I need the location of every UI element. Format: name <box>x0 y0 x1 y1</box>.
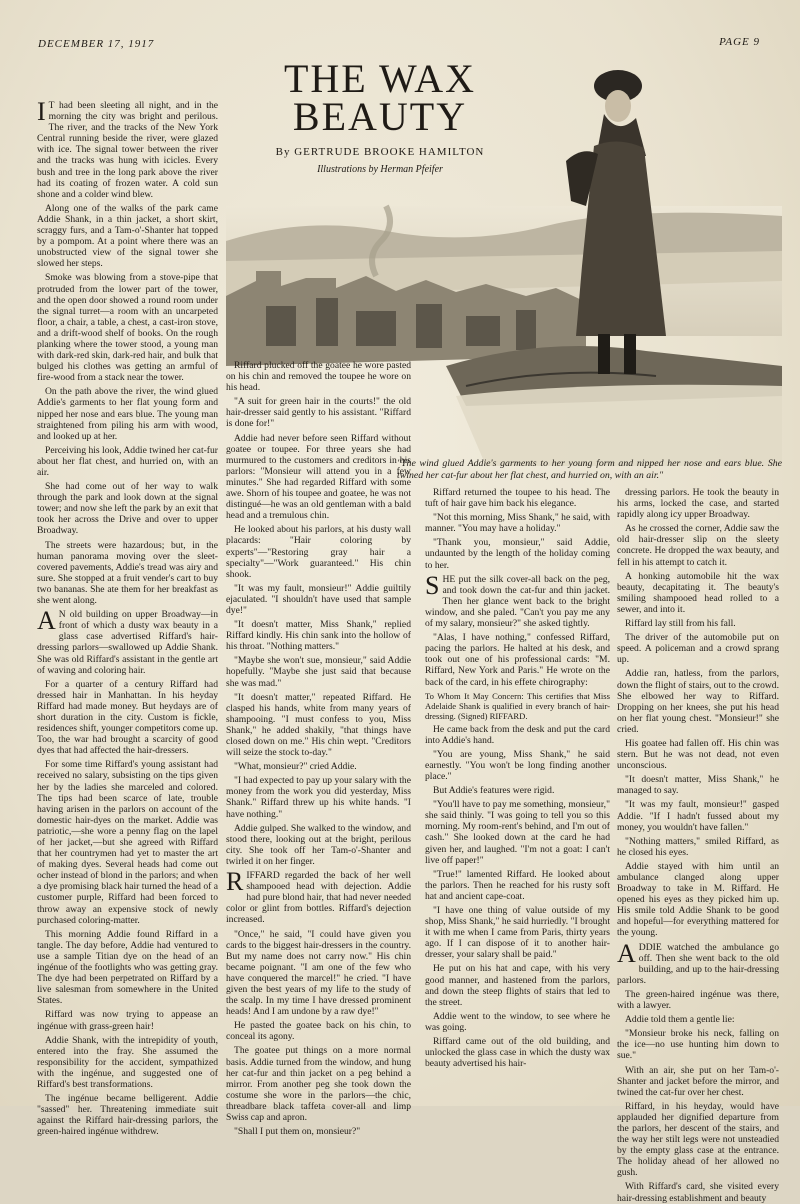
paragraph: She had come out of her way to walk through the park and look down at the signal tower; and now she left the park by an exit that took her across the Drive and over to upper Broadway. <box>37 481 218 537</box>
paragraph: Addie stayed with him until an ambulance clanged along upper Broadway to take in M. Riffard. He opened his eyes as they picked him up. His smile told Addie Shank to be good and hopeful—for everything mattered for the young. <box>617 860 779 939</box>
paragraph: "Not this morning, Miss Shank," he said, with manner. "You may have a holiday." <box>425 512 610 535</box>
paragraph: "It doesn't matter," repeated Riffard. He clasped his hands, white from many years of shampooing. "I must confess to you, Miss Shank," he added shakily, "that things have closed down on me." His chin wept. "Creditors will seize the stock to-day." <box>226 691 411 759</box>
paragraph: "I had expected to pay up your salary with the money from the work you did yesterday, Miss Shank." Riffard threw up his white hands. "I have nothing." <box>226 775 411 820</box>
paragraph: IT had been sleeting all night, and in the morning the city was bright and perilous. The river, and the tracks of the New York Central running beside the river, were glazed with ice. The signal tower between the river and the tracks was hung with icicles. Every bush and tree in the long park above the river had its coating of frozen water. A cold sun shone and a colder wind blew. <box>37 97 218 200</box>
paragraph: "Maybe she won't sue, monsieur," said Addie hopefully. "Maybe she just said that because she was mad." <box>226 655 411 689</box>
title-line-1: THE WAX <box>283 56 477 101</box>
title-line-2: BEAUTY <box>292 94 468 139</box>
certificate-text: To Whom It May Concern: This certifies that Miss Adelaide Shank is qualified in every branch of hair-dressing. (Signed) RIFFARD. <box>425 690 610 721</box>
left-leg <box>598 334 610 374</box>
paragraph: "I have one thing of value outside of my shop, Miss Shank," he said hurriedly. "I brought it with me when I came from Paris, thirty years ago. If I can dispose of it to another hair-dresser, your salary shall be paid." <box>425 905 610 961</box>
paragraph: "It was my fault, monsieur!" Addie guiltily ejaculated. "I shouldn't have used that sample dye!" <box>226 582 411 616</box>
paragraph: dressing parlors. He took the beauty in his arms, locked the case, and started rapidly along icy upper Broadway. <box>617 487 779 521</box>
paragraph: Addie Shank, with the intrepidity of youth, entered into the fray. She assumed the responsibility for the accident, sympathized with the ingénue, and suggested one of Riffard's best transformations. <box>37 1034 218 1090</box>
illustration-caption: "The wind glued Addie's garments to her young form and nipped her nose and ears blue. She twined her cat-fur about her flat chest, and hurried on, with an air." <box>397 458 782 481</box>
paragraph: But Addie's features were rigid. <box>433 785 555 797</box>
paragraph: RIFFARD regarded the back of her well shampooed head with dejection. Addie had pure blond hair, that had never needed color or glint from bottles. Riffard's dejection increased. <box>226 867 411 926</box>
text-column-2 <box>226 360 411 1138</box>
paragraph: The driver of the automobile put on speed. A policeman and a crowd sprang up. <box>617 632 779 666</box>
face <box>605 90 631 122</box>
page-number: PAGE 9 <box>719 36 760 48</box>
paragraph: AN old building on upper Broadway—in front of which a dusty wax beauty in a glass case advertised Riffard's hair-dressing parlors—swallowed up Addie Shank. She was old Riffard's assistant in the gentle art of waving and coloring hair. <box>37 606 218 676</box>
paragraph: For some time Riffard's young assistant had received no salary, subsisting on the tips given her by the ladies she marceled and colored. The tips had been scarce of late, trouble having arisen in the parlors on account of the domestic hair-dyes on the market. Addie was patriotic,—she wore a penny flag on the lapel of her jacket,—but she agreed with Riffard that her countrymen had yet to master the art of making dyes. Several heads had come out ocher instead of blond in the parlors; and when a dye promising black hair turned the head of a customer purple, Riffard had been forced to throw away an expensive stock of newly purchased coloring-matter. <box>37 759 218 926</box>
paragraph: He put on his hat and cape, with his very good manner, and hastened from the parlors, and down the steep flights of stairs that led to the street. <box>425 963 610 1008</box>
paragraph: The green-haired ingénue was there, with a lawyer. <box>617 988 779 1012</box>
paragraph: Addie went to the window, to see where he was going. <box>425 1010 610 1033</box>
paragraph: ADDIE watched the ambulance go off. Then she went back to the old building, and up to the hair-dressing parlors. <box>617 938 779 986</box>
right-leg <box>624 334 636 374</box>
paragraph: His goatee had fallen off. His chin was stern. But he was not dead, not even unconscious. <box>617 737 779 772</box>
paragraph: "You are young, Miss Shank," he said earnestly. "You won't be long finding another place." <box>425 748 610 782</box>
paragraph: With Riffard's card, she visited every hair-dressing establishment and beauty <box>617 1181 779 1204</box>
paragraph: "Shall I put them on, monsieur?" <box>234 1126 361 1138</box>
paragraph: Smoke was blowing from a stove-pipe that protruded from the lower part of the tower, and the open door showed a round room under the signal turret—a room with an uncarpeted floor, a chair, a table, a chest, a cast-iron stove, and a drift-wood shelf of books. On the rough planking where the tower stood, a young man with dark-red skin, dark-red hair, and bulk that bulged his clothes was getting an armful of fire-wood from a stack near the tower. <box>37 272 218 384</box>
paragraph: A honking automobile hit the wax beauty, decapitating it. The beauty's smiling shampooed head rolled to a sewer, and into it. <box>617 570 779 615</box>
paragraph: On the path above the river, the wind glued Addie's garments to her flat young form and nipped her nose and ears blue. The young man straightened from piling his arm with wood, and looked up at her. <box>37 386 218 442</box>
paragraph: With an air, she put on her Tam-o'-Shanter and jacket before the mirror, and twined the cat-fur over her chest. <box>617 1064 779 1098</box>
paragraph: "What, monsieur?" cried Addie. <box>234 761 357 773</box>
story-title <box>240 56 520 139</box>
paragraph: "It doesn't matter, Miss Shank," replied Riffard kindly. His chin sank into the hollow of his throat. "Nothing matters." <box>226 619 411 653</box>
paragraph: The streets were hazardous; but, in the human panorama moving over the sleet-covered pavements, Addie's tread was airy and sure. She stopped at a fruit vender's cart to buy two bananas. She ate them for her breakfast as she went along. <box>37 539 218 607</box>
paragraph: Riffard lay still from his fall. <box>625 618 736 630</box>
paragraph: Along one of the walks of the park came Addie Shank, in a thin jacket, a short skirt, scraggy furs, and a Tam-o'-Shanter hat topped by a pompom. At a point where there was an unobstructed view of the signal tower she slowed her steps. <box>37 202 218 270</box>
paragraph: "Once," he said, "I could have given you cards to the biggest hair-dressers in the country. But my name does not carry now." His chin became poignant. "I am one of the few who have conquered the marcel!" he cried. "I have given the best years of my life to the study of the scalp. In my time I have dressed prominent heads! And I am undone by a raw dye!" <box>226 928 411 1018</box>
paragraph: Riffard was now trying to appease an ingénue with grass-green hair! <box>37 1009 218 1032</box>
paragraph: Addie told them a gentle lie: <box>625 1014 735 1026</box>
paragraph: Addie had never before seen Riffard without goatee or toupee. For three years she had murmured to the customers and creditors in his parlors: "Monsieur will attend you in a few minutes." She had regarded Riffard with some awe. Shorn of his toupee and goatee, he was not distingué—he was an old gentleman with a bald head and a tremulous chin. <box>226 432 411 522</box>
paragraph: Riffard, in his heyday, would have applauded her dignified departure from the parlors, her descent of the stairs, and the way her stilt legs were not unsteadied by the empty glass case at the entrance. The holiday ahead of her allowed no gush. <box>617 1100 779 1179</box>
paragraph: For a quarter of a century Riffard had dressed hair in Manhattan. In his heyday Riffard had made money. But heydays are of short duration in the city. Custom is fickle, residences shift, younger competitors come up. Too, the war had brought a scarcity of good dyes that had affected the hair-dressers. <box>37 678 218 757</box>
paragraph: "Monsieur broke his neck, falling on the ice—no use hunting him down to sue." <box>617 1028 779 1062</box>
text-column-4 <box>617 487 779 1204</box>
text-column-1 <box>37 97 218 1138</box>
paragraph: "It doesn't matter, Miss Shank," he managed to say. <box>617 774 779 797</box>
paragraph: The goatee put things on a more normal basis. Addie turned from the window, and hung her cat-fur and thin jacket on a peg behind a mirror. From another peg she took down the costume she wore in the parlors—the chic, threadbare black taffeta cover-all and limp Swiss cap and apron. <box>226 1045 411 1123</box>
paragraph: Riffard came out of the old building, and unlocked the glass case in which the dusty wax beauty advertised his hair- <box>425 1036 610 1070</box>
byline: By GERTRUDE BROOKE HAMILTON <box>275 146 485 158</box>
paragraph: "True!" lamented Riffard. He looked about the parlors. Then he reached for his rusty soft hat and ancient cape-coat. <box>425 868 610 902</box>
paragraph: "A suit for green hair in the courts!" the old hair-dresser said gently to his assistant. "Riffard is done for!" <box>226 396 411 430</box>
paragraph: Riffard returned the toupee to his head. The tuft of hair gave him back his elegance. <box>425 487 610 510</box>
paragraph: "Nothing matters," smiled Riffard, as he closed his eyes. <box>617 835 779 858</box>
story-header <box>240 56 520 175</box>
paragraph: Addie ran, hatless, from the parlors, down the flight of stairs, out to the crowd. She elbowed her way to Riffard. Dropping on her knees, she put his head on her flat young chest. "Monsieur!" she cried. <box>617 668 779 735</box>
illustrator-credit: Illustrations by Herman Pfeifer <box>317 164 443 175</box>
paragraph: SHE put the silk cover-all back on the peg, and took down the cat-fur and thin jacket. Then her glance went back to the bright window, and she paled. "Can't you pay me any of my salary, monsieur?" she asked tightly. <box>425 570 610 630</box>
paragraph: The ingénue became belligerent. Addie "sassed" her. Threatening immediate suit against the Riffard hair-dressing parlors, the green-haired ingénue withdrew. <box>37 1093 218 1138</box>
paragraph: "Thank you, monsieur," said Addie, undaunted by the length of the holiday coming to her. <box>425 537 610 571</box>
paragraph: Riffard plucked off the goatee he wore pasted on his chin and removed the toupee he wore on his head. <box>226 360 411 394</box>
text-column-3 <box>425 487 610 1100</box>
paragraph: As he crossed the corner, Addie saw the old hair-dresser slip on the sleety concrete. He dropped the wax beauty, and fell in his attempt to catch it. <box>617 523 779 568</box>
paragraph: "It was my fault, monsieur!" gasped Addie. "If I hadn't fussed about my money, you wouldn't have fallen." <box>617 799 779 833</box>
paragraph: Addie gulped. She walked to the window, and stood there, looking out at the bright, perilous city. She took off her Tam-o'-Shanter and twirled it on her finger. <box>226 822 411 867</box>
foreground-haze <box>456 385 782 466</box>
issue-date: DECEMBER 17, 1917 <box>38 38 155 50</box>
paragraph: He came back from the desk and put the card into Addie's hand. <box>425 723 610 746</box>
paragraph: This morning Addie found Riffard in a tangle. The day before, Addie had ventured to use a sample Titian dye on the head of an ingénue of the footlights who was getting gray. The dye had been perpetrated on Riffard by a live salesman from somewhere in the United States. <box>37 928 218 1007</box>
paragraph: He looked about his parlors, at his dusty wall placards: "Hair coloring by experts"—"Restoring gray hair a specialty"—"Work guaranteed." His chin shook. <box>226 524 411 580</box>
paragraph: "You'll have to pay me something, monsieur," she said thinly. "I was going to tell you so this morning. My room-rent's behind, and I'm out of cash." She looked down at the card he had given her, and laughed. "I'm not a goat: I can't live off paper!" <box>425 799 610 866</box>
paragraph: "Alas, I have nothing," confessed Riffard, pacing the parlors. He halted at his desk, and took out one of his professional cards: "M. Riffard, New York and Paris." He wrote on the back of the card, in his effete chirography: <box>425 632 610 688</box>
paragraph: He pasted the goatee back on his chin, to conceal its agony. <box>226 1020 411 1043</box>
paragraph: Perceiving his look, Addie twined her cat-fur about her flat chest, and hurried on, with an air. <box>37 444 218 478</box>
